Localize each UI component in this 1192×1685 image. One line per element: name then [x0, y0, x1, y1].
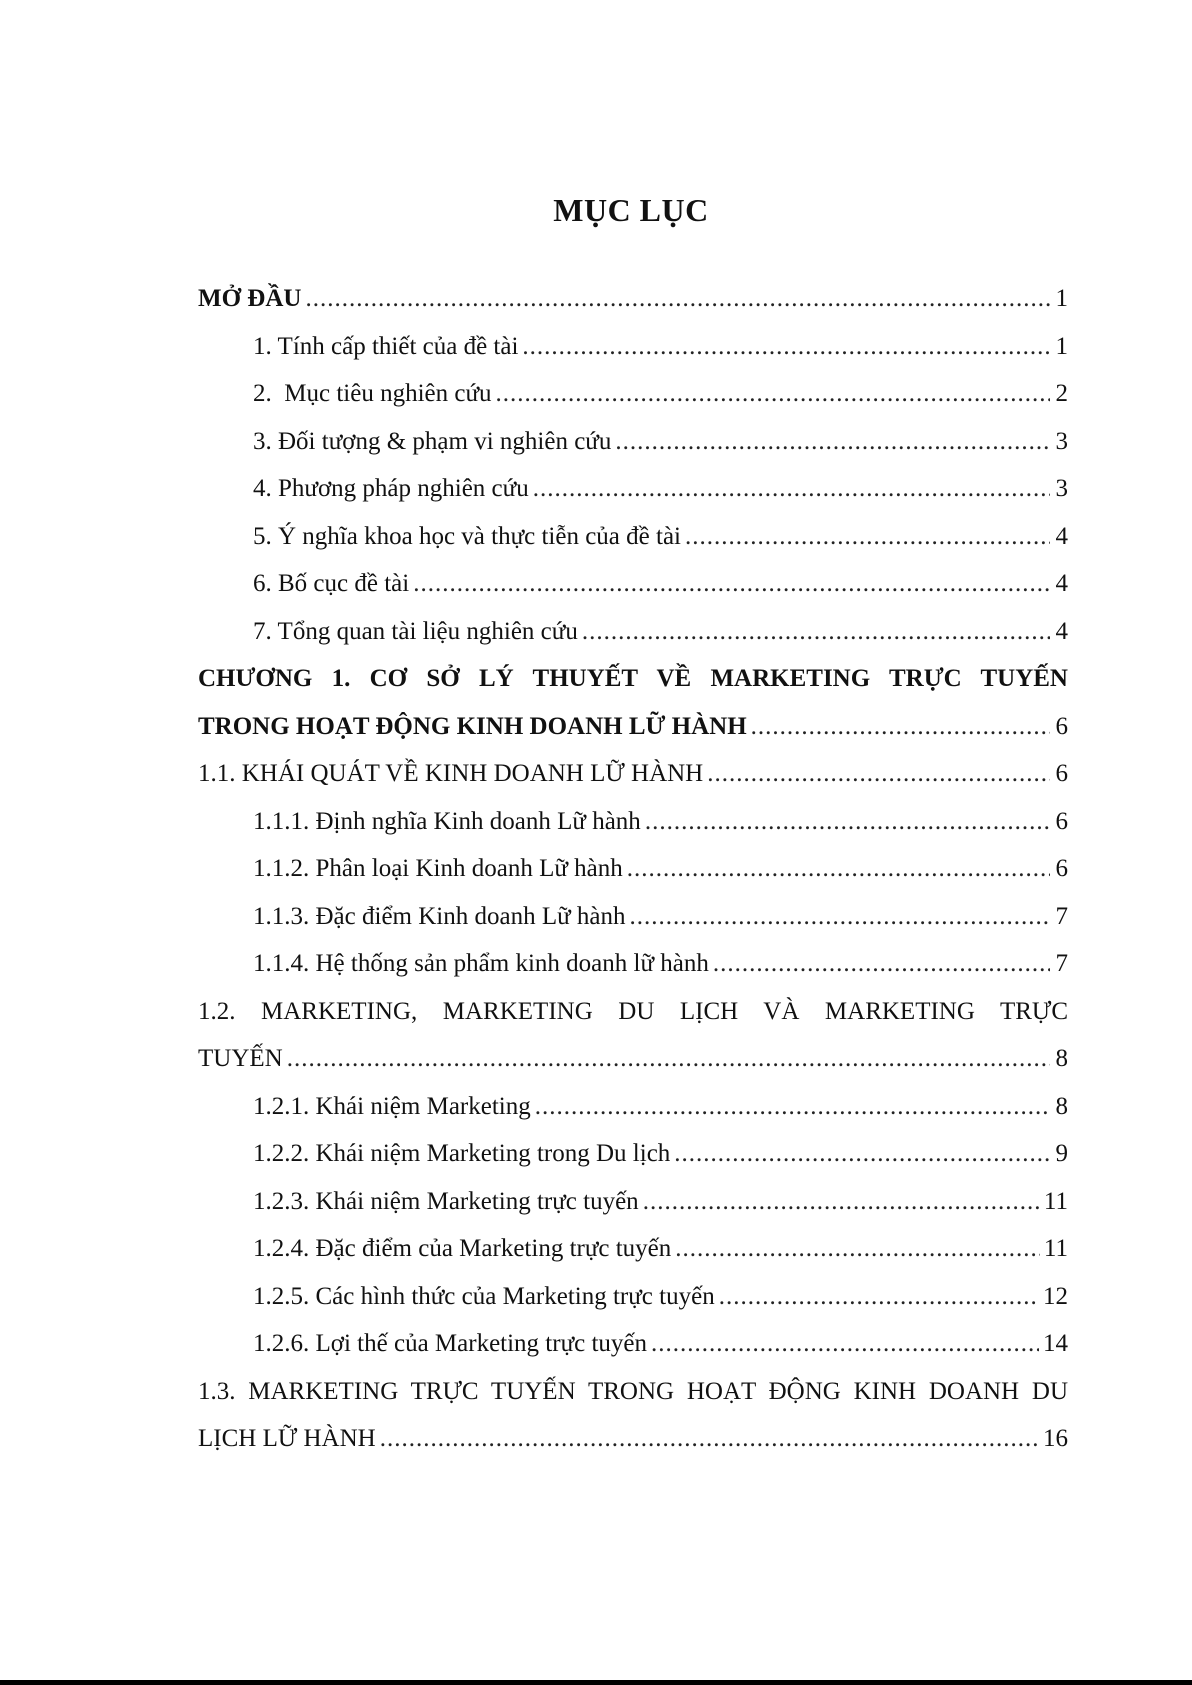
toc-entry[interactable] [198, 1178, 1068, 1226]
toc-entry-label: MỞ ĐẦU [198, 285, 302, 312]
toc-entry-chapter-1-line1[interactable] [198, 655, 1068, 703]
toc-page-number: 7 [1055, 950, 1068, 977]
toc-entry[interactable] [198, 798, 1068, 846]
dot-leader [522, 323, 1050, 371]
dot-leader [685, 513, 1050, 561]
toc-entry[interactable] [198, 513, 1068, 561]
toc-entry-label: 1.1.3. Đặc điểm Kinh doanh Lữ hành [253, 902, 626, 930]
toc-page-number: 1 [1055, 285, 1068, 312]
toc-page-number: 14 [1043, 1330, 1068, 1357]
toc-entry[interactable] [198, 608, 1068, 656]
toc-entry-label: 1.2. MARKETING, MARKETING DU LỊCH VÀ MARKETING TRỰC [198, 997, 1068, 1025]
toc-entry-label: 1.2.2. Khái niệm Marketing trong Du lịch [253, 1140, 671, 1167]
dot-leader [533, 465, 1050, 513]
toc-entry-label: 2. Mục tiêu nghiên cứu [253, 380, 492, 407]
toc-entry-label: 1.1. KHÁI QUÁT VỀ KINH DOANH LỮ HÀNH [198, 760, 704, 787]
toc-entry[interactable] [198, 1130, 1068, 1178]
toc-page-number: 12 [1043, 1282, 1068, 1310]
toc-entry-label: TRONG HOẠT ĐỘNG KINH DOANH LỮ HÀNH [198, 712, 747, 740]
toc-page-number: 8 [1055, 1045, 1068, 1072]
toc-entry[interactable] [198, 1083, 1068, 1131]
toc-entry-label: 1.2.1. Khái niệm Marketing [253, 1092, 531, 1120]
toc-entry-section-1-3-line2[interactable] [198, 1415, 1068, 1463]
dot-leader [643, 1178, 1040, 1226]
dot-leader [615, 418, 1050, 466]
toc-page-number: 6 [1055, 760, 1068, 787]
dot-leader [380, 1415, 1039, 1463]
toc-entry-label: 1. Tính cấp thiết của đề tài [253, 332, 519, 360]
toc-entry[interactable] [198, 560, 1068, 608]
toc-entry-label: 3. Đối tượng & phạm vi nghiên cứu [253, 427, 612, 455]
dot-leader [413, 560, 1050, 608]
dot-leader [751, 703, 1050, 751]
bottom-edge-bar [0, 1680, 1192, 1685]
toc-page-number: 11 [1043, 1235, 1068, 1262]
toc-entry-label: 1.1.2. Phân loại Kinh doanh Lữ hành [253, 855, 623, 882]
toc-entry[interactable] [198, 370, 1068, 418]
toc-page-number: 6 [1055, 712, 1068, 740]
toc-entry-label: 1.1.4. Hệ thống sản phẩm kinh doanh lữ hành [253, 950, 709, 977]
toc-entry-label: 6. Bố cục đề tài [253, 570, 410, 597]
toc-page-number: 8 [1055, 1092, 1068, 1120]
toc-page-number: 16 [1043, 1425, 1068, 1452]
dot-leader [707, 750, 1050, 798]
toc-page-number: 4 [1055, 522, 1068, 550]
toc-entry[interactable] [198, 1225, 1068, 1273]
toc-page-number: 6 [1055, 855, 1068, 882]
dot-leader [496, 370, 1050, 418]
toc-page-number: 2 [1055, 380, 1068, 407]
toc-entry[interactable] [198, 893, 1068, 941]
toc-page-number: 4 [1055, 617, 1068, 645]
toc-page-number: 9 [1055, 1140, 1068, 1167]
toc-entry-label: TUYẾN [198, 1045, 283, 1072]
toc-entry-label: 7. Tổng quan tài liệu nghiên cứu [253, 617, 578, 645]
dot-leader [651, 1320, 1039, 1368]
dot-leader [675, 1225, 1040, 1273]
dot-leader [535, 1083, 1050, 1131]
dot-leader [305, 275, 1050, 323]
toc-page-number: 3 [1055, 427, 1068, 455]
toc-entry[interactable] [198, 465, 1068, 513]
toc-entry-section-1-3-line1[interactable] [198, 1368, 1068, 1416]
toc-page-number: 3 [1055, 475, 1068, 502]
toc-page-number: 4 [1055, 570, 1068, 597]
toc-entry[interactable] [198, 323, 1068, 371]
toc-entry-label: 1.2.4. Đặc điểm của Marketing trực tuyến [253, 1235, 672, 1262]
toc-page-number: 1 [1055, 332, 1068, 360]
dot-leader [287, 1035, 1050, 1083]
toc-entry-label: 1.1.1. Định nghĩa Kinh doanh Lữ hành [253, 807, 641, 835]
toc-entry-label: 1.3. MARKETING TRỰC TUYẾN TRONG HOẠT ĐỘNG KINH DOANH DU [198, 1377, 1068, 1405]
toc-entry-label: 1.2.6. Lợi thế của Marketing trực tuyến [253, 1330, 648, 1357]
toc-entry[interactable] [198, 940, 1068, 988]
toc-entry[interactable] [198, 1273, 1068, 1321]
toc-entry-section-1-1[interactable] [198, 750, 1068, 798]
dot-leader [674, 1130, 1050, 1178]
toc-entry[interactable] [198, 1320, 1068, 1368]
toc-entry-label: CHƯƠNG 1. CƠ SỞ LÝ THUYẾT VỀ MARKETING TRỰC TUYẾN [198, 665, 1068, 692]
page-title: MỤC LỤC [553, 192, 709, 228]
toc-entry-mo-dau[interactable] [198, 275, 1068, 323]
toc-page-number: 11 [1043, 1187, 1068, 1215]
toc-entry-section-1-2-line1[interactable] [198, 988, 1068, 1036]
toc-entry[interactable] [198, 418, 1068, 466]
toc-entry-chapter-1-line2[interactable] [198, 703, 1068, 751]
dot-leader [719, 1273, 1039, 1321]
toc-entry-label: 1.2.5. Các hình thức của Marketing trực tuyến [253, 1282, 715, 1310]
toc-page-number: 7 [1055, 902, 1068, 930]
toc-entry-label: LỊCH LỮ HÀNH [198, 1425, 376, 1452]
dot-leader [630, 893, 1051, 941]
toc-entry-label: 5. Ý nghĩa khoa học và thực tiễn của đề tài [253, 522, 681, 550]
toc-entry-section-1-2-line2[interactable] [198, 1035, 1068, 1083]
toc-entry-label: 4. Phương pháp nghiên cứu [253, 475, 529, 502]
toc-page-number: 6 [1055, 807, 1068, 835]
dot-leader [627, 845, 1050, 893]
table-of-contents [198, 275, 1068, 1463]
dot-leader [645, 798, 1050, 846]
dot-leader [713, 940, 1050, 988]
toc-entry[interactable] [198, 845, 1068, 893]
toc-entry-label: 1.2.3. Khái niệm Marketing trực tuyến [253, 1187, 639, 1215]
dot-leader [582, 608, 1050, 656]
